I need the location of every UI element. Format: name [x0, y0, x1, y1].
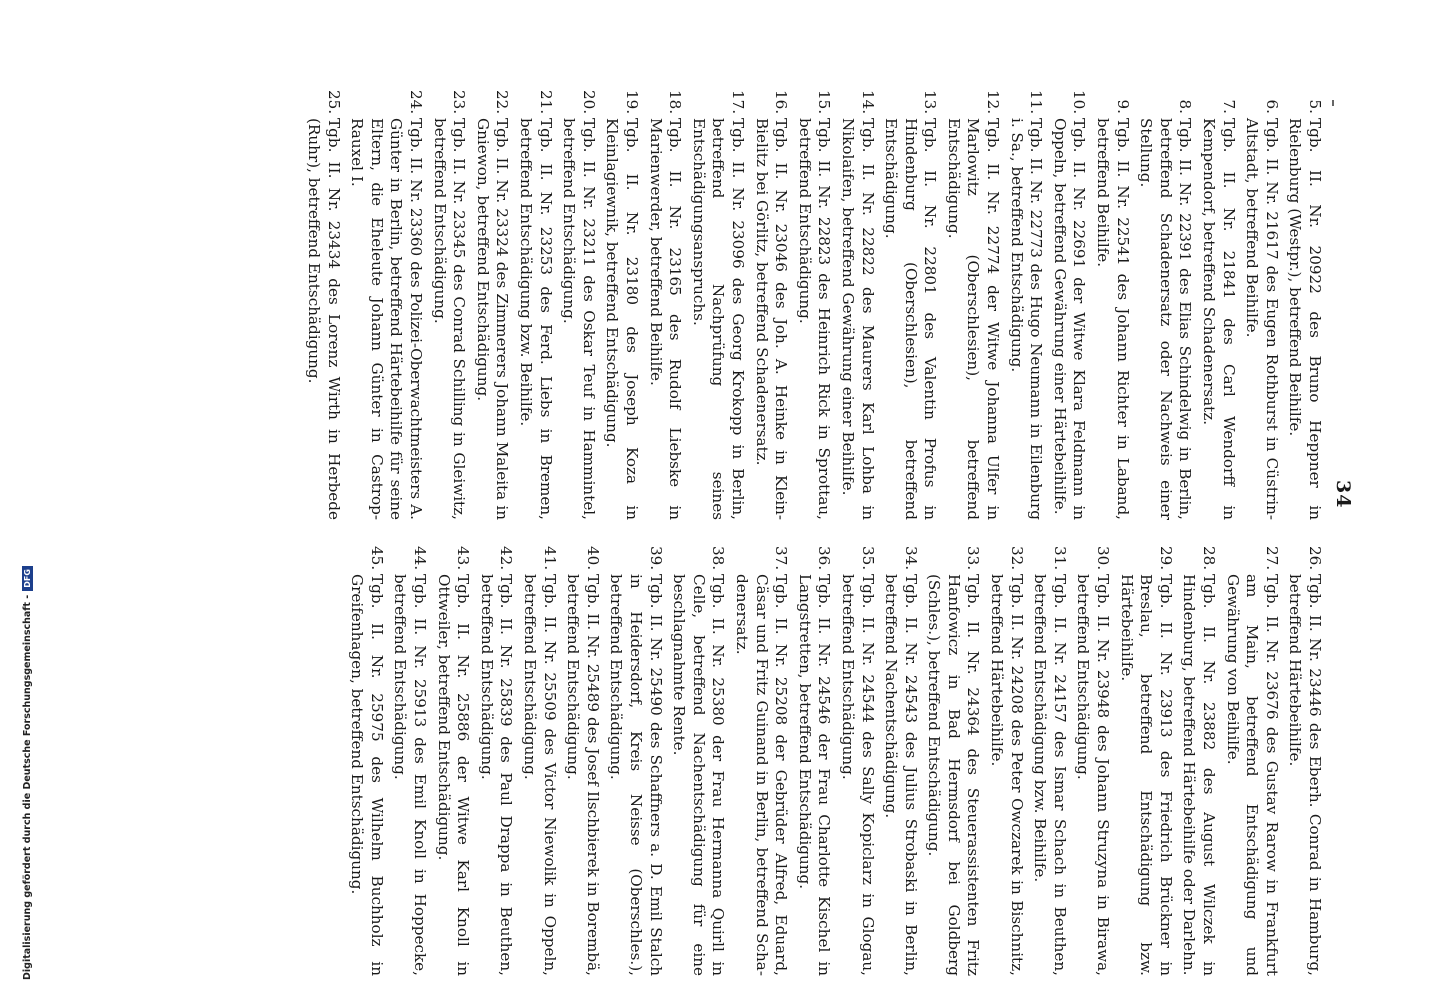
entry-number: 27.	[1262, 546, 1281, 571]
entry-number: 8.	[1176, 99, 1195, 114]
entry-number: 21.	[536, 90, 555, 115]
entry-number: 30.	[1094, 546, 1113, 571]
list-item	[606, 546, 665, 976]
list-item	[472, 90, 511, 520]
entry-number: 36.	[815, 546, 834, 571]
entry-number: 17.	[728, 90, 747, 115]
entry-number: 45.	[367, 546, 386, 571]
entry-text: Tgb. II. Nr. 24543 des Julius Strobaski in Berlin, betreffend Nachentschädigung.	[882, 574, 920, 976]
list-item	[433, 546, 472, 976]
entry-number: 33.	[964, 546, 983, 571]
list-item	[731, 546, 790, 976]
list-item	[1179, 546, 1218, 976]
list-item	[347, 546, 386, 976]
entry-text: Tgb. II. Nr. 25913 des Emil Knoll in Hoppecke, betreffend Entschädigung.	[391, 574, 430, 976]
entry-text: Tgb. II. Nr. 23253 des Ferd. Liebs in Bremen, betreffend Entschädigung bzw. Beihilfe.	[517, 118, 555, 520]
entry-number: 5.	[1306, 99, 1324, 114]
entry-number: 44.	[411, 546, 430, 571]
entry-number: 31.	[1050, 546, 1069, 571]
entry-number: 9.	[1113, 99, 1132, 114]
list-item	[881, 546, 920, 976]
list-item	[751, 90, 790, 520]
entry-number: 42.	[497, 546, 516, 571]
entry-text: Tgb. II. Nr. 23096 des Georg Krokopp in Berlin, betreffend Nachprüfung seines Entschädigungsanspruchs.	[689, 118, 747, 520]
entry-number: 14.	[858, 90, 877, 115]
list-item	[304, 90, 343, 520]
list-item	[669, 546, 728, 976]
entry-text: Tgb. II. Nr. 25490 des Schaffners a. D. Emil Stalch in Heidersdorf, Kreis Neisse (Oberschles.), betreffend Entschädigung.	[607, 574, 665, 976]
list-item	[390, 546, 429, 976]
entry-number: 22.	[493, 90, 512, 115]
entry-text: Tgb. II. Nr. 23676 des Gustav Rarow in Frankfurt am Main, betreffend Entschädigung und Gewährung von Beihilfe.	[1223, 574, 1281, 976]
entry-number: 25.	[324, 90, 343, 115]
list-item	[794, 546, 833, 976]
entry-number: 41.	[540, 546, 559, 571]
entry-text: Tgb. II. Nr. 25509 des Victor Niewolik in Oppeln, betreffend Entschädigung.	[521, 574, 559, 976]
entry-text: Tgb. II. Nr. 25886 der Witwe Karl Knoll in Ottweiler, betreffend Entschädigung.	[434, 574, 473, 976]
entry-text: Tgb. II. Nr. 23360 des Polizei-Oberwachtmeisters A. Günter in Berlin, betreffend Härtebeihilfe für seine Eltern, die Eheleute Johann Günter in Castrop-Rauxel I.	[348, 118, 426, 520]
entry-text: Tgb. II. Nr. 21617 des Eugen Rothburst in Cüstrin-Altstadt, betreffend Beihilfe.	[1243, 118, 1281, 520]
right-column	[124, 546, 1324, 976]
list-item	[688, 90, 747, 520]
list-item	[881, 90, 940, 520]
entry-text: Tgb. II. Nr. 20922 des Bruno Heppner in Rielenburg (Westpr.), betreffend Beihilfe.	[1286, 118, 1324, 520]
entry-text: Tgb. II. Nr. 25380 der Frau Hermanna Quirll in Celle, betreffend Nachentschädigung für eine beschlagnahmte Rente.	[670, 574, 728, 976]
entry-text: Tgb. II. Nr. 25208 der Gebrüder Alfred, Eduard, Cäsar und Fritz Guinand in Berlin, betreffend Schadenersatz.	[732, 574, 791, 976]
entry-text: Tgb. II. Nr. 24208 des Peter Owczarek in Bischnitz, betreffend Härtebeihilfe.	[988, 574, 1026, 976]
list-item	[1222, 546, 1281, 976]
entry-number: 6.	[1262, 99, 1281, 114]
entry-number: 16.	[772, 90, 791, 115]
list-item	[1198, 90, 1237, 520]
list-item	[515, 90, 554, 520]
entry-text: Tgb. II. Nr. 22823 des Heinrich Rick in Sprottau, betreffend Entschädigung.	[795, 118, 834, 520]
list-item	[645, 90, 684, 520]
entry-text: Tgb. II. Nr. 25839 des Paul Drappa in Beuthen, betreffend Entschädigung.	[477, 574, 516, 976]
entry-text: Tgb. II. Nr. 22801 des Valentin Profus in Hindenburg (Oberschlesien), betreffend Entschädigung.	[882, 118, 940, 520]
entry-text: Tgb. II. Nr. 24157 des Ismar Schach in Beuthen, betreffend Entschädigung bzw. Beihilfe.	[1031, 574, 1069, 976]
list-item	[347, 90, 425, 520]
entry-text: Tgb. II. Nr. 23046 des Joh. A. Heinke in Klein-Bielitz bei Görlitz, betreffend Schadenersatz.	[752, 118, 791, 520]
entry-text: Tgb. II. Nr. 23180 des Joseph Koza in Kleinlagiewnik, betreffend Entschädigung.	[603, 118, 641, 520]
entry-text: Tgb. II. Nr. 25975 des Wilhelm Buchholz in Greifenhagen, betreffend Entschädigung.	[348, 574, 386, 976]
entry-number: 40.	[583, 546, 602, 571]
list-item	[1285, 90, 1324, 520]
list-item	[837, 90, 876, 520]
left-column	[124, 90, 1324, 520]
entry-text: Tgb. II. Nr. 22541 des Johann Richter in Laband, betreffend Beihilfe.	[1094, 118, 1132, 520]
entry-number: 28.	[1200, 546, 1219, 571]
entry-number: 38.	[709, 546, 728, 571]
entry-number: 13.	[921, 90, 940, 115]
entry-text: Tgb. II. Nr. 23948 des Johann Struzyna in Birawa, betreffend Entschädigung.	[1074, 574, 1113, 976]
entry-text: Tgb. II. Nr. 23882 des August Wilczek in Hindenburg, betreffend Härtebeihilfe oder Darlehn.	[1180, 574, 1219, 976]
entry-text: Tgb. II. Nr. 22822 des Maurers Karl Lohba in Nikolaifen, betreffend Gewährung einer Beihilfe.	[838, 118, 877, 520]
entry-text: Tgb. II. Nr. 23913 des Friedrich Brückner in Breslau, betreffend Entschädigung bzw. Härtebeihilfe.	[1117, 574, 1175, 976]
list-item	[476, 546, 515, 976]
entry-number: 12.	[984, 90, 1003, 115]
entry-number: 23.	[450, 90, 469, 115]
entry-number: 10.	[1070, 90, 1089, 115]
list-item	[1073, 546, 1112, 976]
entry-number: 18.	[666, 90, 685, 115]
entry-number: 34.	[901, 546, 920, 571]
list-item	[924, 546, 983, 976]
entry-text: Tgb. II. Nr. 21841 des Carl Wendorff in Kempendorf, betreffend Schadenersatz.	[1200, 118, 1238, 520]
list-item	[1136, 90, 1195, 520]
list-item	[519, 546, 558, 976]
entry-number: 35.	[858, 546, 877, 571]
entry-text: Tgb. II. Nr. 23446 des Eberh. Conrad in Hamburg, betreffend Härtebeihilfe.	[1286, 574, 1324, 976]
list-item	[1006, 90, 1045, 520]
list-item	[987, 546, 1026, 976]
digitization-credit	[22, 566, 33, 980]
list-item	[1030, 546, 1069, 976]
list-item	[794, 90, 833, 520]
list-item	[429, 90, 468, 520]
list-item	[1285, 546, 1324, 976]
entry-text: Tgb. II. Nr. 25489 des Josef Ilschbierek in Borembä, betreffend Entschädigung.	[564, 574, 602, 976]
list-item	[1242, 90, 1281, 520]
entry-number: 15.	[815, 90, 834, 115]
list-item	[563, 546, 602, 976]
page-number: 34	[1332, 480, 1354, 509]
credit-text: Digitalisierung gefördert durch die Deutsche Forschungsgemeinschaft -	[22, 594, 33, 980]
entry-text: Tgb. II. Nr. 22391 des Elias Schindelwig in Berlin, betreffend Schadenersatz oder Nachweis einer Stellung.	[1137, 118, 1195, 520]
ink-mark	[1332, 100, 1334, 106]
entry-text: Tgb. II. Nr. 22773 des Hugo Neumann in Eilenburg i. Sa., betreffend Entschädigung.	[1007, 118, 1046, 520]
entry-number: 19.	[623, 90, 641, 115]
entry-text: Tgb. II. Nr. 24364 des Steuerassistenten Fritz Hanfowicz in Bad Hermsdorf bei Goldberg (Schles.), betreffend Entschädigung.	[925, 574, 983, 976]
list-item	[1092, 90, 1131, 520]
entry-text: Tgb. II. Nr. 22691 der Witwe Klara Feldmann in Oppeln, betreffend Gewährung einer Härtebeihilfe.	[1050, 118, 1089, 520]
entry-number: 26.	[1306, 546, 1324, 571]
entry-text: Tgb. II. Nr. 24544 des Sally Kopiclarz in Glogau, betreffend Entschädigung.	[838, 574, 877, 976]
list-item	[559, 90, 598, 520]
entry-text: Tgb. II. Nr. 24546 der Frau Charlotte Kischel in Langstretten, betreffend Entschädigung.	[795, 574, 834, 976]
list-item	[837, 546, 876, 976]
list-item	[943, 90, 1002, 520]
dfg-logo: DFG	[22, 566, 33, 591]
entry-number: 43.	[454, 546, 473, 571]
entry-text: Tgb. II. Nr. 23211 des Oskar Teuf in Hammintel, betreffend Entschädigung.	[560, 118, 598, 520]
entry-number: 7.	[1219, 99, 1238, 114]
entry-text: Tgb. II. Nr. 23434 des Lorenz Wirth in Herbede (Ruhr), betreffend Entschädigung.	[305, 118, 343, 520]
list-item	[602, 90, 641, 520]
entry-number: 39.	[646, 546, 665, 571]
list-item	[1049, 90, 1088, 520]
entry-text: Tgb. II. Nr. 22774 der Witwe Johanna Ulfer in Marlowitz (Oberschlesien), betreffend Entschädigung.	[944, 118, 1003, 520]
entry-text: Tgb. II. Nr. 23324 des Zimmerers Johann Maleita in Gniewon, betreffend Entschädigung.	[473, 118, 512, 520]
entry-text: Tgb. II. Nr. 23345 des Conrad Schilling in Gleiwitz, betreffend Entschädigung.	[430, 118, 469, 520]
entry-number: 11.	[1027, 90, 1046, 115]
list-item	[1116, 546, 1175, 976]
entry-number: 24.	[407, 90, 426, 115]
entry-number: 20.	[579, 90, 598, 115]
entry-number: 32.	[1007, 546, 1026, 571]
entry-number: 29.	[1156, 546, 1175, 571]
entry-number: 37.	[772, 546, 791, 571]
entry-text: Tgb. II. Nr. 23165 des Rudolf Liebske in Marienwerder, betreffend Beihilfe.	[646, 118, 685, 520]
